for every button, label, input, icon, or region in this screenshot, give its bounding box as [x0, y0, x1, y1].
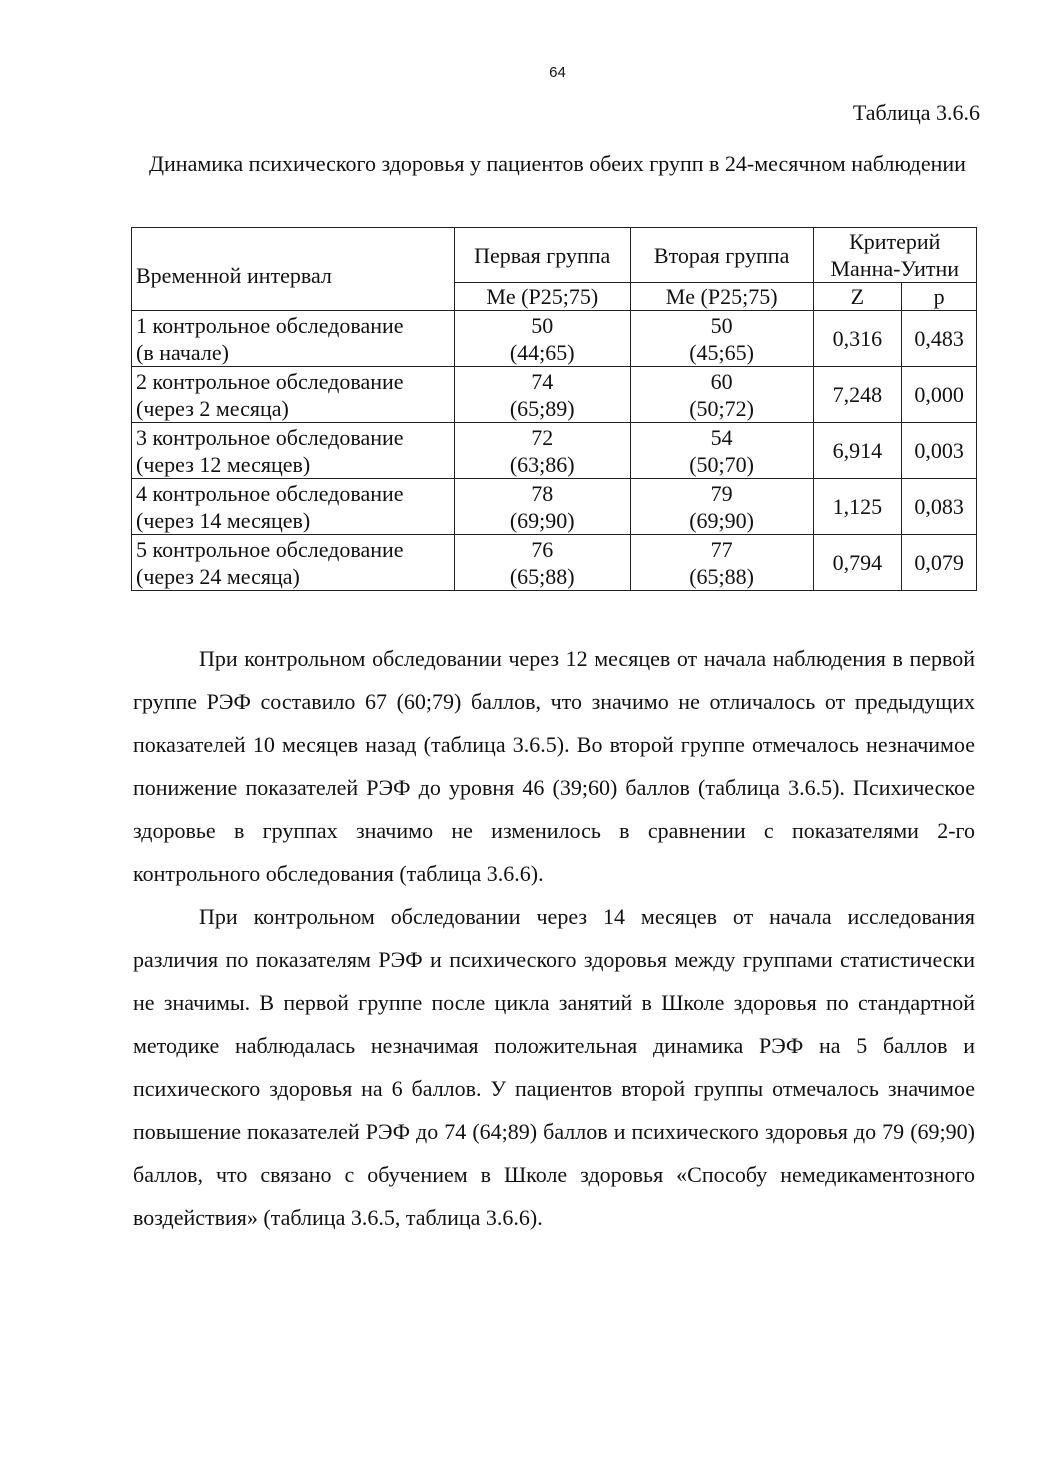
quartile-range: (50;70) — [689, 451, 754, 477]
cell-interval — [132, 311, 455, 367]
quartile-range: (45;65) — [689, 339, 754, 365]
table-caption: Динамика психического здоровья у пациентов обеих групп в 24-месячном наблюдении — [149, 151, 966, 176]
cell-p: 0,483 — [902, 311, 977, 367]
header-row — [132, 228, 977, 283]
quartile-range: (50;72) — [689, 395, 754, 421]
cell-group1 — [454, 479, 630, 535]
subheader-group1: Me (P25;75) — [454, 283, 630, 311]
cell-group2 — [630, 423, 813, 479]
cell-group2 — [630, 479, 813, 535]
cell-group1 — [454, 423, 630, 479]
table-row — [132, 367, 977, 423]
cell-z: 6,914 — [813, 423, 902, 479]
cell-p: 0,083 — [902, 479, 977, 535]
cell-group1 — [454, 367, 630, 423]
median-value: 74 — [531, 368, 554, 394]
body-text — [133, 637, 975, 1239]
table-row — [132, 479, 977, 535]
interval-line: 4 контрольное обследование — [136, 480, 404, 506]
cell-group1 — [454, 311, 630, 367]
interval-note: (через 24 месяца) — [136, 563, 300, 589]
cell-z: 7,248 — [813, 367, 902, 423]
table-row — [132, 535, 977, 591]
quartile-range: (65;88) — [509, 563, 575, 589]
interval-note: (в начале) — [136, 339, 229, 365]
table-row — [132, 311, 977, 367]
quartile-range: (69;90) — [509, 507, 575, 533]
data-table — [131, 227, 977, 591]
cell-z: 0,794 — [813, 535, 902, 591]
interval-note: (через 14 месяцев) — [136, 507, 311, 533]
cell-group2 — [630, 367, 813, 423]
header-group2: Вторая группа — [630, 228, 813, 283]
subheader-z: Z — [813, 283, 902, 311]
interval-line: 3 контрольное обследование — [136, 424, 404, 450]
cell-group1 — [454, 535, 630, 591]
subheader-p: p — [902, 283, 977, 311]
cell-z: 0,316 — [813, 311, 902, 367]
subheader-group2: Me (P25;75) — [630, 283, 813, 311]
quartile-range: (44;65) — [509, 339, 575, 365]
interval-note: (через 2 месяца) — [136, 395, 289, 421]
cell-group2 — [630, 535, 813, 591]
cell-interval — [132, 367, 455, 423]
cell-interval — [132, 423, 455, 479]
cell-interval — [132, 479, 455, 535]
cell-interval — [132, 535, 455, 591]
paragraph: При контрольном обследовании через 14 месяцев от начала исследования различия по показателям РЭФ и психического здоровья между группами статистически не значимы. В первой группе после цикла занятий в Школе здоровья по стандартной методике наблюдалась незначимая положительная динамика РЭФ на 5 баллов и психического здоровья на 6 баллов. У пациентов второй группы отмечалось значимое повышение показателей РЭФ до 74 (64;89) баллов и психического здоровья до 79 (69;90) баллов, что связано с обучением в Школе здоровья «Способу немедикаментозного воздействия» (таблица 3.6.5, таблица 3.6.6). — [133, 904, 975, 1230]
median-value: 54 — [710, 424, 733, 450]
interval-note: (через 12 месяцев) — [136, 451, 311, 477]
median-value: 60 — [710, 368, 733, 394]
quartile-range: (63;86) — [509, 451, 575, 477]
median-value: 77 — [710, 536, 733, 562]
interval-line: 5 контрольное обследование — [136, 536, 404, 562]
table-label: Таблица 3.6.6 — [852, 100, 980, 125]
paragraph: При контрольном обследовании через 12 месяцев от начала наблюдения в первой группе РЭФ составило 67 (60;79) баллов, что значимо не отличалось от предыдущих показателей 10 месяцев назад (таблица 3.6.5). Во второй группе отмечалось незначимое понижение показателей РЭФ до уровня 46 (39;60) баллов (таблица 3.6.5). Психическое здоровье в группах значимо не изменилось в сравнении с показателями 2-го контрольного обследования (таблица 3.6.6). — [133, 646, 975, 886]
header-interval: Временной интервал — [132, 228, 455, 311]
cell-p: 0,079 — [902, 535, 977, 591]
cell-p: 0,000 — [902, 367, 977, 423]
cell-z: 1,125 — [813, 479, 902, 535]
quartile-range: (65;89) — [509, 395, 575, 421]
interval-line: 1 контрольное обследование — [136, 312, 404, 338]
quartile-range: (69;90) — [689, 507, 754, 533]
header-group1: Первая группа — [454, 228, 630, 283]
quartile-range: (65;88) — [689, 563, 754, 589]
interval-line: 2 контрольное обследование — [136, 368, 404, 394]
table-row — [132, 423, 977, 479]
median-value: 50 — [710, 312, 733, 338]
cell-group2 — [630, 311, 813, 367]
median-value: 76 — [531, 536, 554, 562]
median-value: 78 — [531, 480, 554, 506]
median-value: 79 — [710, 480, 733, 506]
cell-p: 0,003 — [902, 423, 977, 479]
header-criterion: Критерий Манна-Уитни — [813, 228, 976, 283]
page-number: 64 — [549, 64, 566, 81]
median-value: 72 — [531, 424, 554, 450]
median-value: 50 — [531, 312, 554, 338]
